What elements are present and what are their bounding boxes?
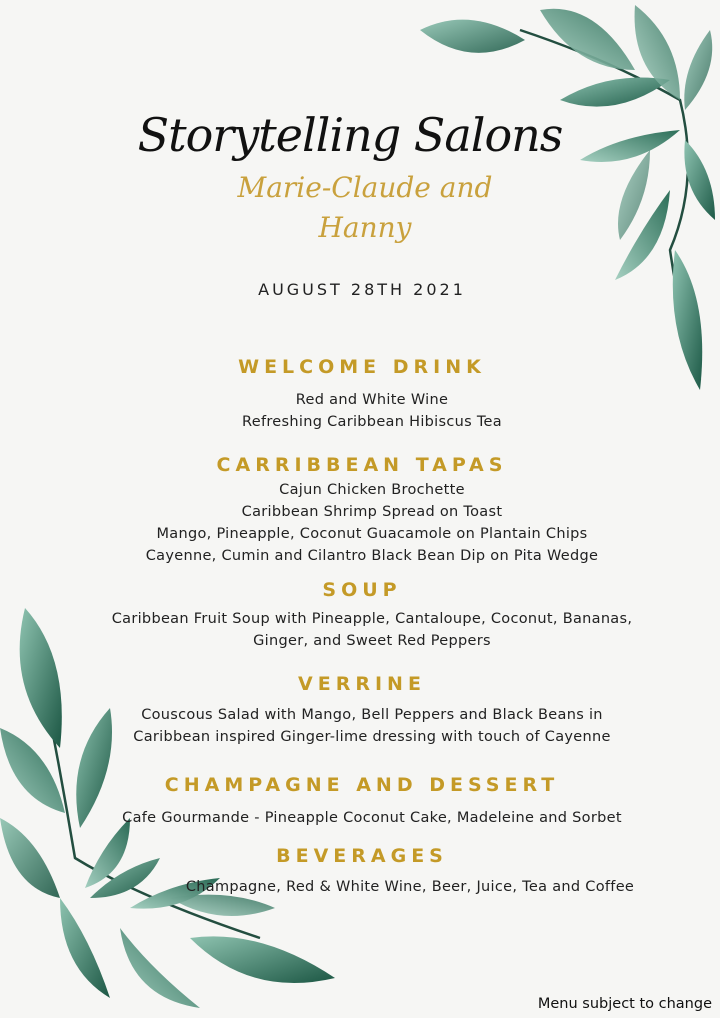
menu-item: Mango, Pineapple, Coconut Guacamole on Plantain Chips xyxy=(156,526,588,542)
section-heading-soup: SOUP xyxy=(322,579,402,601)
host-names: Marie-Claude and Hanny xyxy=(237,171,493,244)
menu-item: Refreshing Caribbean Hibiscus Tea xyxy=(242,414,502,430)
event-date: AUGUST 28TH 2021 xyxy=(258,280,466,299)
menu-item: Cafe Gourmande - Pineapple Coconut Cake, Madeleine and Sorbet xyxy=(122,810,622,826)
section-heading-tapas: CARRIBBEAN TAPAS xyxy=(216,454,508,476)
section-heading-verrine: VERRINE xyxy=(298,673,426,695)
menu-item: Caribbean Fruit Soup with Pineapple, Cantaloupe, Coconut, Bananas, xyxy=(111,611,633,627)
menu-item: Caribbean inspired Ginger-lime dressing with touch of Cayenne xyxy=(133,729,611,745)
leaf-decoration-bottom-left xyxy=(0,598,340,1018)
menu-item: Cajun Chicken Brochette xyxy=(279,482,465,498)
footer-note: Menu subject to change xyxy=(537,996,712,1012)
menu-item: Ginger, and Sweet Red Peppers xyxy=(253,633,491,649)
menu-item: Red and White Wine xyxy=(295,392,449,408)
event-title: Storytelling Salons xyxy=(137,108,563,162)
menu-item: Cayenne, Cumin and Cilantro Black Bean Dip on Pita Wedge xyxy=(145,548,599,564)
menu-item: Couscous Salad with Mango, Bell Peppers and Black Beans in xyxy=(141,707,603,723)
section-heading-welcome-drink: WELCOME DRINK xyxy=(238,356,486,378)
section-heading-beverages: BEVERAGES xyxy=(276,845,448,867)
section-heading-champagne-dessert: CHAMPAGNE AND DESSERT xyxy=(164,774,560,796)
menu-item: Champagne, Red & White Wine, Beer, Juice, Tea and Coffee xyxy=(185,879,635,895)
menu-item: Caribbean Shrimp Spread on Toast xyxy=(241,504,503,520)
